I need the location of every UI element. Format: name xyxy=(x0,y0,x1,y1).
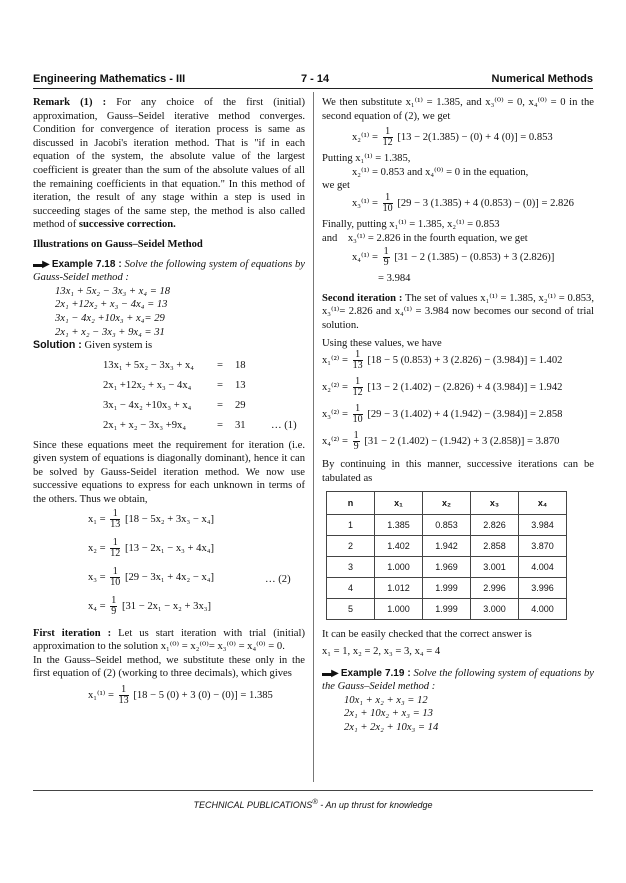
gauss-seidel-paragraph: In the Gauss–Seidel method, we substitute these only in the first equation of (2) (working to three decimals), which gives xyxy=(33,654,305,680)
arrow-icon: ▬▶ xyxy=(33,258,50,270)
given-equation: 2x₁ + 10x₂ + x₃ = 13 xyxy=(344,708,433,720)
x2-first-iteration: x₂⁽¹⁾ = $\frac{1}{12}$ [13 − 2(1.385) − (0) + 4 (0)] = 0.853 xyxy=(352,126,553,149)
example-7-19-label: Example 7.19 : xyxy=(340,667,411,679)
finally-line: Finally, putting x₁⁽¹⁾ = 1.385, x₂⁽¹⁾ = 0.853 xyxy=(322,218,500,230)
example-7-19 xyxy=(322,667,594,694)
example-7-18-text: Solve the following system of equations by Gauss-Seidel method : xyxy=(33,258,306,284)
iteration-formula: x₂ = $\frac{1}{12}$ [13 − 2x₁ − x₃ + 4x₄] xyxy=(88,536,214,559)
second-iteration-label: Second iteration : xyxy=(322,292,403,304)
iteration-formula: x₃ = $\frac{1}{10}$ [29 − 3x₁ + 4x₂ − x₄] xyxy=(88,565,214,588)
check-line: It can be easily checked that the correct answer is xyxy=(322,629,532,641)
iterations-table xyxy=(326,491,567,620)
example-7-18 xyxy=(33,258,305,285)
solution-line xyxy=(33,339,305,353)
header-rule xyxy=(33,88,593,89)
remark-bold-end: successive correction. xyxy=(78,219,176,231)
page-header xyxy=(33,73,593,87)
equation-ref-1: … (1) xyxy=(271,419,297,431)
example-7-19-text: Solve the following system of equations by the Gauss–Seidel method : xyxy=(322,667,595,693)
table-header: x₃ xyxy=(471,492,519,515)
example-7-18-label: Example 7.18 : xyxy=(51,258,122,270)
and-line: and x₃⁽¹⁾ = 2.826 in the fourth equation, we get xyxy=(322,232,528,244)
registered-mark: ® xyxy=(312,797,318,806)
example-7-18-equations xyxy=(33,285,305,339)
paragraph-diagonal: Since these equations meet the requirement for iteration (i.e. given system of equations is diagonally dominant), hence it can be solved by Gauss-Seidel iteration method. We now use successive equations to express for each unknown in terms of the others. Thus we obtain, xyxy=(33,439,305,506)
first-iteration-paragraph: First iteration : Let us start iteration with trial (initial) approximation to the solution x₁⁽⁰⁾ = x₂⁽⁰⁾= x₃⁽⁰⁾ = x₄⁽⁰⁾ = 0. xyxy=(33,627,305,653)
x3-first-iteration: x₃⁽¹⁾ = $\frac{1}{10}$ [29 − 3 (1.385) + 4 (0.853) − (0)] = 2.826 xyxy=(352,191,574,214)
section-title: Illustrations on Gauss–Seidel Method xyxy=(33,238,203,250)
table-row: 5 1.000 1.999 3.000 4.000 xyxy=(327,599,567,620)
second-iteration-formulas xyxy=(322,350,594,458)
iteration-formula: x₃⁽²⁾ = $\frac{1}{10}$ [29 − 3 (1.402) + 4 (1.942) − (3.984)] = 2.858 xyxy=(322,403,563,426)
continuing-paragraph: By continuing in this manner, successive iterations can be tabulated as xyxy=(322,459,594,484)
remark-text: For any choice of the first (initial) approximation, Gauss–Seidel iterative method converges. Condition for convergence of iteration process is same as discussed in Jacobi's iteration method. That is "if in each equation of the system, the absolute value of the largest coefficient is greater than the sum of the absolute values of all the remaining coefficients in that equation." In this method of iteration, the result of any stage within a step is used in succeeding stages of the same step, the method is also called method of xyxy=(33,97,305,231)
column-divider xyxy=(313,92,314,782)
table-header-row xyxy=(327,492,567,515)
example-7-19-equations xyxy=(322,694,594,735)
iteration-formula: x₄ = $\frac{1}{9}$ [31 − 2x₁ − x₂ + 3x₃] xyxy=(88,594,211,617)
given-equation: 2x₁ + x₂ − 3x₃ + 9x₄ = 31 xyxy=(55,326,165,338)
second-iteration-paragraph: Second iteration : The set of values x₁⁽¹⁾ = 1.385, x₂⁽¹⁾ = 0.853, x₃⁽¹⁾= 2.826 and x₄⁽¹⁾ = 3.984 now becomes our second of trial solution. xyxy=(322,292,594,331)
remark-label: Remark (1) : xyxy=(33,97,107,108)
table-header: x₄ xyxy=(519,492,567,515)
system-row: 13x₁ + 5x₂ − 3x₃ + x₄ = 18 xyxy=(103,359,246,371)
footer-rule xyxy=(33,790,593,791)
iteration-formulas xyxy=(33,509,305,627)
using-values: Using these values, we have xyxy=(322,337,442,349)
iteration-formula: x₁ = $\frac{1}{13}$ [18 − 5x₂ + 3x₃ − x₄] xyxy=(88,507,214,530)
remark-paragraph xyxy=(33,96,305,232)
substitute-paragraph: We then substitute x₁⁽¹⁾ = 1.385, and x₃⁽⁰⁾ = 0, x₄⁽⁰⁾ = 0 in the second equation of (2), we get xyxy=(322,97,594,122)
system-row: 2x₁ + x₂ − 3x₃ +9x₄ = 31 … (1) xyxy=(103,419,297,431)
header-chapter-title: Numerical Methods xyxy=(491,73,593,85)
table-header: x₁ xyxy=(375,492,423,515)
system-of-equations xyxy=(33,359,305,439)
table-row: 1 1.385 0.853 2.826 3.984 xyxy=(327,515,567,536)
given-equation: 10x₁ + x₂ + x₃ = 12 xyxy=(344,694,428,706)
table-header: x₂ xyxy=(423,492,471,515)
table-row: 2 1.402 1.942 2.858 3.870 xyxy=(327,536,567,557)
system-row: 3x₁ − 4x₂ +10x₃ + x₄ = 29 xyxy=(103,399,246,411)
first-iteration-label: First iteration : xyxy=(33,627,112,639)
solution-label: Solution : xyxy=(33,339,82,352)
header-book-title: Engineering Mathematics - III xyxy=(33,73,186,85)
page-footer xyxy=(0,797,626,810)
iteration-formula: x₂⁽²⁾ = $\frac{1}{12}$ [13 − 2 (1.402) − (2.826) + 4 (3.984)] = 1.942 xyxy=(322,376,563,399)
answer-line: x₁ = 1, x₂ = 2, x₃ = 3, x₄ = 4 xyxy=(322,645,441,657)
iteration-formula: x₁⁽²⁾ = $\frac{1}{13}$ [18 − 5 (0.853) + 3 (2.826) − (3.984)] = 1.402 xyxy=(322,349,563,372)
x1-first-iteration: x₁⁽¹⁾ = $\frac{1}{13}$ [18 − 5 (0) + 3 (0) − (0)] = 1.385 xyxy=(88,684,273,707)
given-equation: 2x₁ +12x₂ + x₃ − 4x₄ = 13 xyxy=(55,299,168,311)
solution-text: Given system is xyxy=(84,340,153,352)
system-row: 2x₁ +12x₂ + x₃ − 4x₄ = 13 xyxy=(103,379,246,391)
header-page-number: 7 - 14 xyxy=(301,73,330,85)
table-row: 4 1.012 1.999 2.996 3.996 xyxy=(327,578,567,599)
x4-result: = 3.984 xyxy=(378,273,411,285)
arrow-icon: ▬▶ xyxy=(322,667,339,679)
given-equation: 2x₁ + 2x₂ + 10x₃ = 14 xyxy=(344,721,439,733)
right-column xyxy=(322,96,594,734)
footer-tagline: - An up thrust for knowledge xyxy=(317,800,433,810)
putting-line: Putting x₁⁽¹⁾ = 1.385, xyxy=(322,153,411,165)
footer-publisher: TECHNICAL PUBLICATIONS xyxy=(193,800,313,810)
given-equation: 3x₁ − 4x₂ +10x₃ + x₄= 29 xyxy=(55,312,165,324)
putting-line-2: x₂⁽¹⁾ = 0.853 and x₄⁽⁰⁾ = 0 in the equation, xyxy=(352,166,529,178)
we-get: we get xyxy=(322,180,350,192)
table-header: n xyxy=(327,492,375,515)
given-equation: 13x₁ + 5x₂ − 3x₃ + x₄ = 18 xyxy=(55,285,171,297)
equation-ref-2: … (2) xyxy=(265,573,291,585)
table-row: 3 1.000 1.969 3.001 4.004 xyxy=(327,557,567,578)
iteration-formula: x₄⁽²⁾ = $\frac{1}{9}$ [31 − 2 (1.402) − (1.942) + 3 (2.858)] = 3.870 xyxy=(322,430,560,453)
left-column xyxy=(33,96,305,706)
x4-first-iteration: x₄⁽¹⁾ = $\frac{1}{9}$ [31 − 2 (1.385) − (0.853) + 3 (2.826)] xyxy=(352,246,555,269)
